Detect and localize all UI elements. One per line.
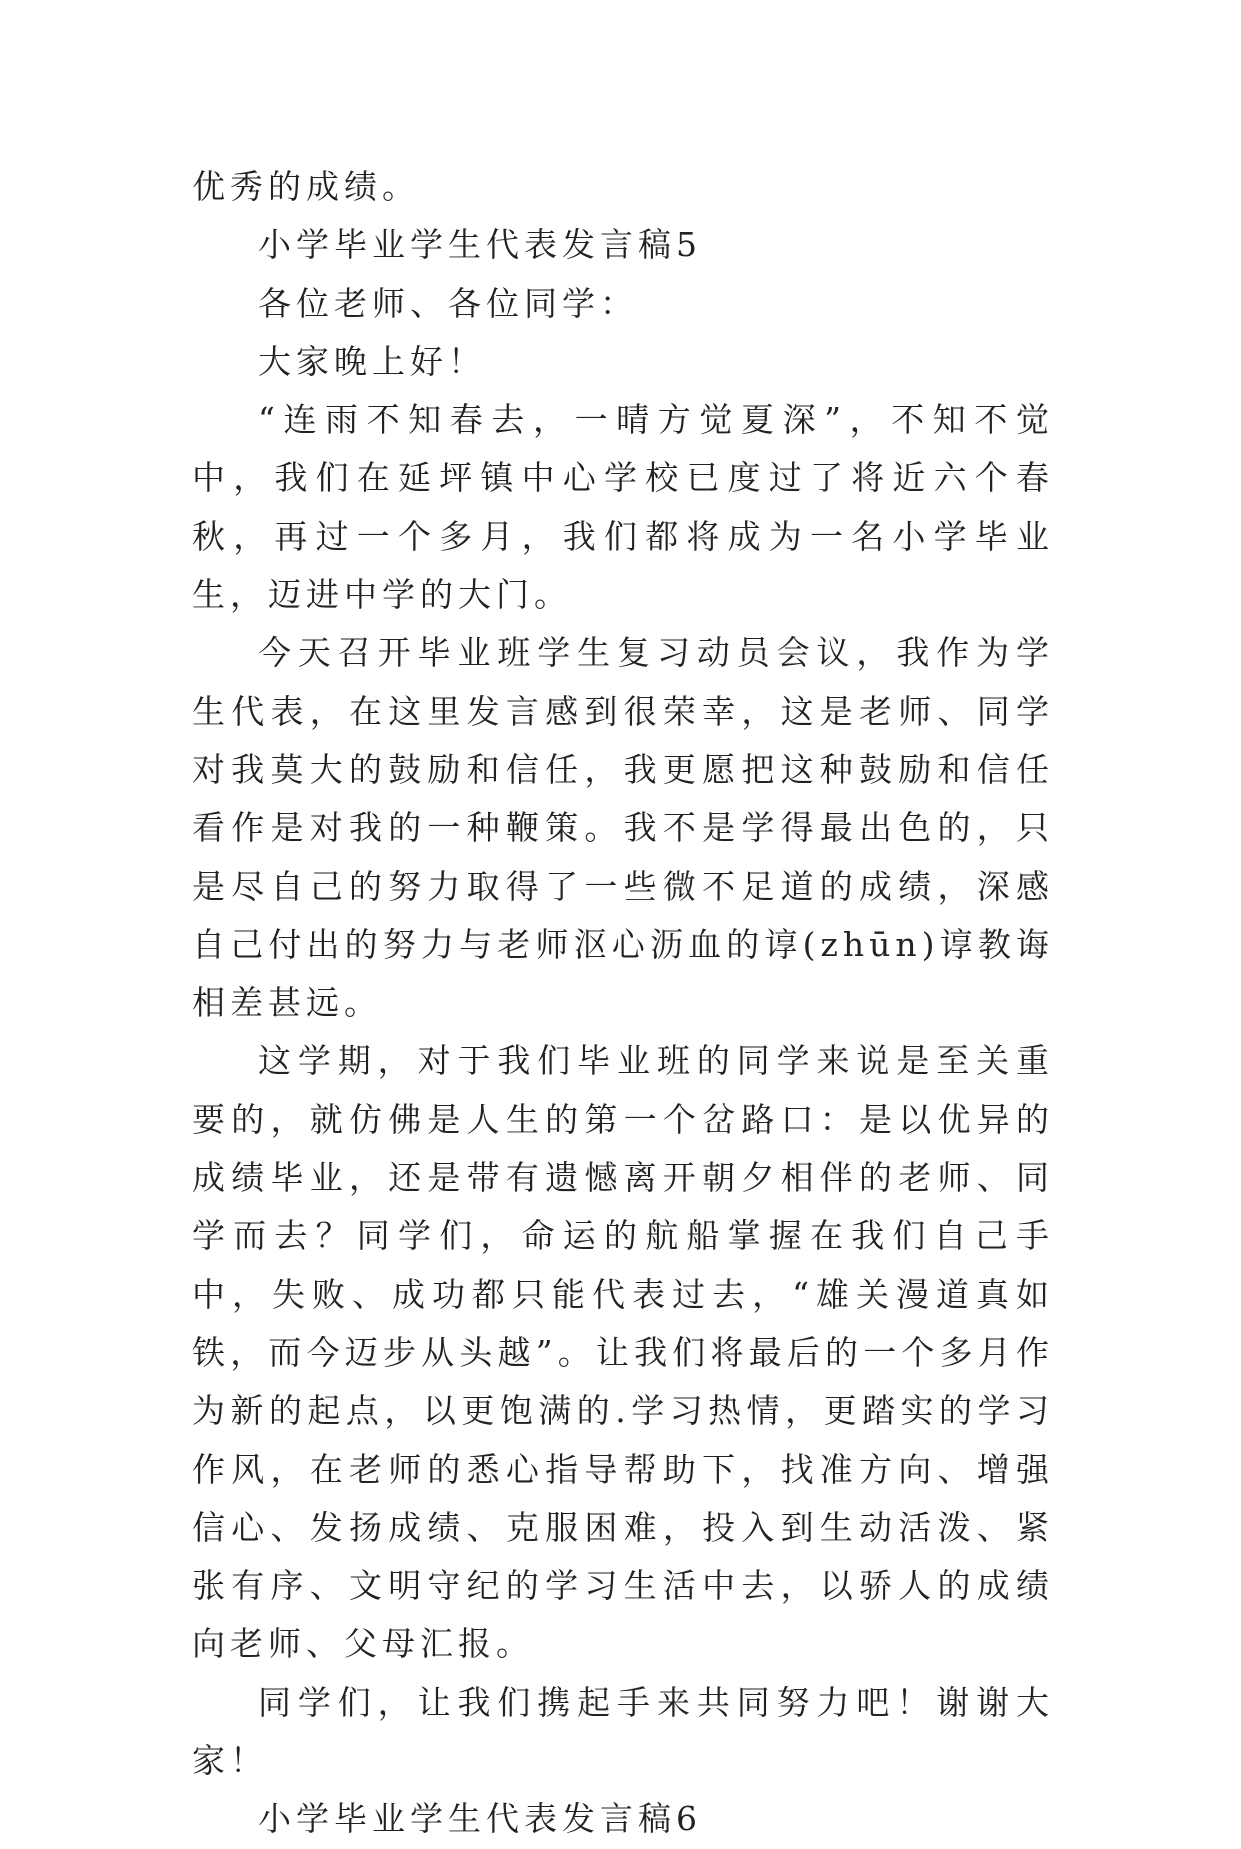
greeting: 大家晚上好！ xyxy=(258,341,486,381)
section-heading-6: 小学毕业学生代表发言稿6 xyxy=(258,1799,702,1839)
salutation: 各位老师、各位同学： xyxy=(258,283,638,323)
paragraph-opening: “连雨不知春去，一晴方觉夏深”，不知不觉中，我们在延坪镇中心学校已度过了将近六个春秋，再过一个多月，我们都将成为一名小学毕业生，迈进中学的大门。 xyxy=(192,400,1054,615)
paragraph-representative: 今天召开毕业班学生复习动员会议，我作为学生代表，在这里发言感到很荣幸，这是老师、同学对我莫大的鼓励和信任，我更愿把这种鼓励和信任看作是对我的一种鞭策。我不是学得最出色的，只是尽自己的努力取得了一些微不足道的成绩，深感自己付出的努力与老师沤心沥血的谆(zhūn)谆教诲相差甚远。 xyxy=(192,633,1054,1023)
paragraph-closing-fragment: 优秀的成绩。 xyxy=(192,167,420,206)
paragraph-semester: 这学期，对于我们毕业班的同学来说是至关重要的，就仿佛是人生的第一个岔路口：是以优异的成绩毕业，还是带有遗憾离开朝夕相伴的老师、同学而去？同学们，命运的航船掌握在我们自己手中，失败、成功都只能代表过去，“雄关漫道真如铁，而今迈步从头越”。让我们将最后的一个多月作为新的起点，以更饱满的.学习热情，更踏实的学习作风，在老师的悉心指导帮助下，找准方向、增强信心、发扬成绩、克服困难，投入到生动活泼、紧张有序、文明守纪的学习生活中去，以骄人的成绩向老师、父母汇报。 xyxy=(192,1041,1054,1664)
section-heading-5: 小学毕业学生代表发言稿5 xyxy=(258,225,702,265)
paragraph-closing: 同学们，让我们携起手来共同努力吧！谢谢大家！ xyxy=(192,1682,1054,1781)
document-body xyxy=(192,158,1054,1849)
